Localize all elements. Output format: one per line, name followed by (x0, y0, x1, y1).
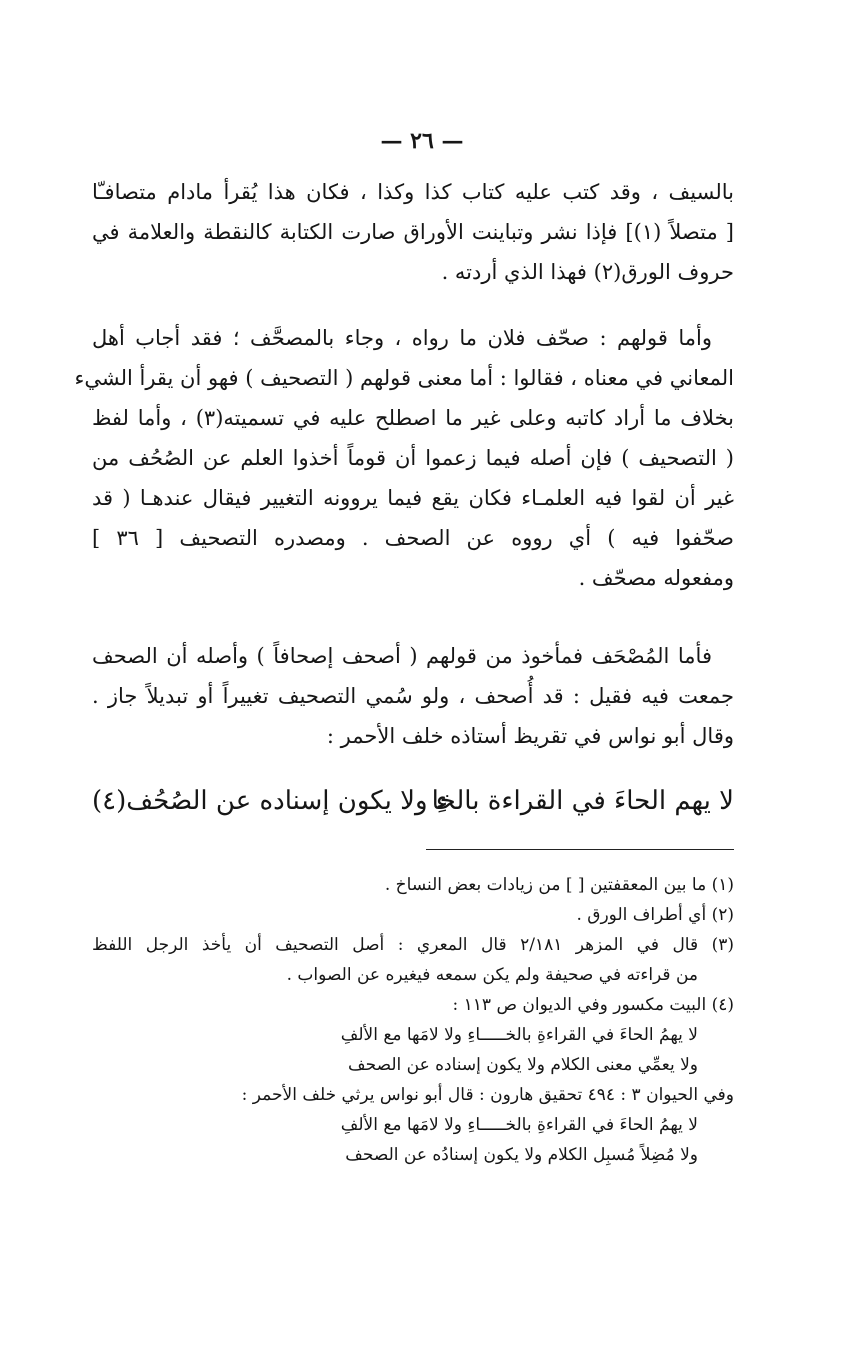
footnote-4-verse-1b: ولا يعمِّي معنى الكلام ولا يكون إسناده عن الصحف (348, 1055, 698, 1075)
paragraph-3-line: وقال أبو نواس في تقريظ أستاذه خلف الأحمر : (326, 724, 734, 748)
paragraph-2-line: ( التصحيف ) فإن أصله فيما زعموا أن قوماً أخذوا العلم عن الصُحُف من (92, 446, 734, 470)
verse-first-hemistich: لا يهم الحاءَ في القراءة بالخا (431, 786, 734, 816)
paragraph-1-line: حروف الورق(٢) فهذا الذي أردته . (441, 260, 734, 284)
paragraph-2-line: وأما قولهم : صحّف فلان ما رواه ، وجاء بالمصحَّف ؛ فقد أجاب أهل (92, 326, 712, 350)
paragraph-2-line: المعاني في معناه ، فقالوا : أما معنى قولهم ( التصحيف ) فهو أن يقرأ الشيء (74, 366, 734, 390)
paragraph-3 (92, 636, 734, 756)
paragraph-1 (92, 172, 734, 292)
verse-second-hemistich: ءِ ولا يكون إسناده عن الصُحُف(٤) (92, 786, 448, 816)
poetry-verse (92, 780, 734, 836)
paragraph-1-line: بالسيف ، وقد كتب عليه كتاب كذا وكذا ، فكان هذا يُقرأ مادام متصافـّا (92, 180, 734, 204)
footnote-3: (٣) قال في المزهر ٢/١٨١ قال المعري : أصل التصحيف أن يأخذ الرجل اللفظ (92, 935, 734, 955)
paragraph-2 (74, 318, 734, 598)
footnote-4-verse-2b: ولا مُضِلاً مُسبِل الكلام ولا يكون إسنادُه عن الصحف (345, 1145, 698, 1165)
footnote-4-verse-1a: لا يهمُ الحاءَ في القراءةِ بالخـــــاءِ ولا لامَها مع الألفِ (340, 1025, 698, 1045)
paragraph-2-line: صحّفوا فيه ) أي رووه عن الصحف . ومصدره التصحيف [ ٣٦ ] (92, 526, 734, 550)
footnotes (92, 870, 734, 1170)
footnote-4: (٤) البيت مكسور وفي الديوان ص ١١٣ : (452, 995, 734, 1015)
paragraph-2-line: ومفعوله مصحّف . (578, 566, 734, 590)
footnote-2: (٢) أي أطراف الورق . (576, 905, 734, 925)
paragraph-3-line: جمعت فيه فقيل : قد أُصحف ، ولو سُمي التصحيف تغييراً أو تبديلاً جاز . (92, 684, 734, 708)
paragraph-2-line: غير أن لقوا فيه العلمـاء فكان يقع فيما يروونه التغيير فيقال عندهـا ( قد (92, 486, 734, 510)
paragraph-1-line: [ متصلاً (١)] فإذا نشر وتباينت الأوراق صارت الكتابة كالنقطة والعلامة في (92, 220, 734, 244)
paragraph-2-line: بخلاف ما أراد كاتبه وعلى غير ما اصطلح عليه في تسميته(٣) ، وأما لفظ (92, 406, 734, 430)
footnote-3-continuation: من قراءته في صحيفة ولم يكن سمعه فيغيره عن الصواب . (286, 965, 698, 985)
footnote-1: (١) ما بين المعقفتين [ ] من زيادات بعض النساخ . (384, 875, 734, 895)
page-number: — ٢٦ — (380, 128, 464, 154)
footnote-4-verse-2a: لا يهمُ الحاءَ في القراءةِ بالخـــــاءِ ولا لامَها مع الألفِ (340, 1115, 698, 1135)
footnote-4-continuation: وفي الحيوان ٣ : ٤٩٤ تحقيق هارون : قال أبو نواس يرثي خلف الأحمر : (241, 1085, 734, 1105)
paragraph-3-line: فأما المُصْحَف فمأخوذ من قولهم ( أصحف إصحافاً ) وأصله أن الصحف (92, 644, 712, 668)
footnote-separator (426, 849, 734, 850)
